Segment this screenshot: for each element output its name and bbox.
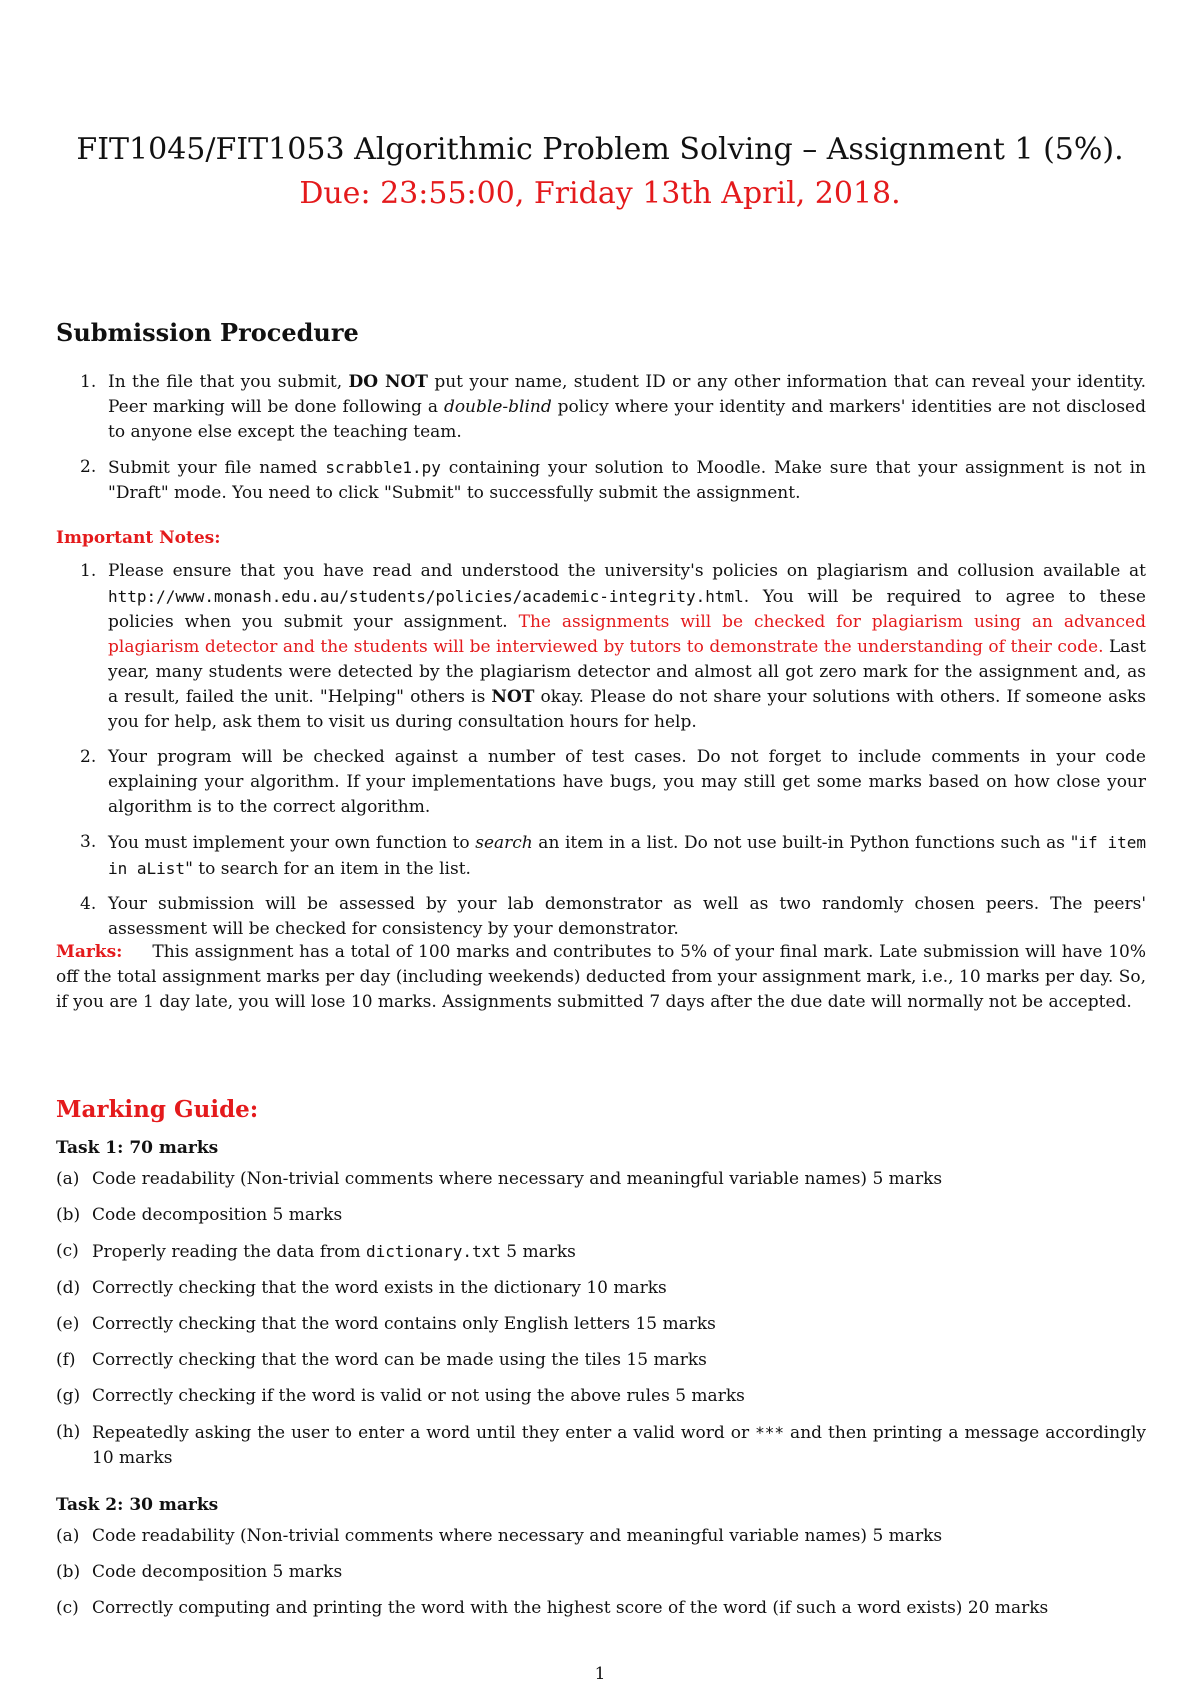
- due-date: Due: 23:55:00, Friday 13th April, 2018.: [299, 176, 901, 211]
- code-snippet: if item in aList: [108, 833, 1146, 878]
- item-text: Correctly checking that the word can be made using the tiles 15 marks: [92, 1350, 707, 1370]
- filename-code: dictionary.txt: [366, 1242, 501, 1261]
- task1-heading: Task 1: 70 marks: [56, 1138, 219, 1158]
- text-span: " to search for an item in the list.: [185, 859, 471, 879]
- item-text: Correctly checking if the word is valid or not using the above rules 5 marks: [92, 1386, 745, 1406]
- guide-item: [56, 1203, 1146, 1228]
- page-number: 1: [594, 1664, 606, 1684]
- guide-item: [56, 1167, 1146, 1192]
- task2-heading: Task 2: 30 marks: [56, 1495, 219, 1515]
- submission-item: [56, 455, 1146, 506]
- text-span: containing your solution to Moodle. Make sure that your assignment is not in "Draft" mode. You need to click "Submit" to successfully submit the assignment.: [108, 458, 1146, 503]
- note-item: [56, 830, 1146, 882]
- text-span: an item in a list. Do not use built-in Python functions such as ": [532, 833, 1079, 853]
- item-label: (d): [56, 1278, 81, 1298]
- item-label: (b): [56, 1205, 81, 1225]
- item-label: (e): [56, 1314, 80, 1334]
- item-label: (f): [56, 1350, 76, 1370]
- item-text: Code decomposition 5 marks: [92, 1562, 343, 1582]
- text-span: Last year, many students were detected by the plagiarism detector and almost all got zero mark for the assignment and, as a result, failed the unit. "Helping" others is: [108, 637, 1146, 707]
- item-text: Repeatedly asking the user to enter a word until they enter a valid word or: [92, 1423, 756, 1443]
- marking-guide-heading: Marking Guide:: [56, 1096, 259, 1123]
- emphasis-text: search: [475, 833, 533, 853]
- item-label: (b): [56, 1562, 81, 1582]
- item-number: 1.: [80, 561, 97, 581]
- text-span: You must implement your own function to: [108, 833, 476, 853]
- item-text: Correctly checking that the word contains only English letters 15 marks: [92, 1314, 716, 1334]
- emphasis-text: NOT: [491, 687, 535, 707]
- text-span: . You will be required to agree to these policies when you submit your assignment.: [108, 587, 1146, 632]
- guide-item: [56, 1384, 1146, 1409]
- marks-paragraph: [56, 940, 1146, 1015]
- policy-url[interactable]: http://www.monash.edu.au/students/policies/academic-integrity.html: [108, 587, 744, 606]
- item-text: Correctly computing and printing the word with the highest score of the word (if such a word exists) 20 marks: [92, 1598, 1049, 1618]
- note-item: [56, 745, 1146, 820]
- item-label: (h): [56, 1422, 81, 1442]
- title-block: [0, 128, 1200, 216]
- guide-item: [56, 1239, 1146, 1265]
- emphasis-text: double-blind: [443, 397, 552, 417]
- item-number: 4.: [80, 894, 97, 914]
- item-text: Code readability (Non-trivial comments where necessary and meaningful variable names) 5 marks: [92, 1526, 943, 1546]
- guide-item: [56, 1276, 1146, 1301]
- code-snippet: ***: [755, 1423, 785, 1442]
- guide-item: [56, 1524, 1146, 1549]
- submission-section: [56, 370, 1146, 516]
- text-span: Your submission will be assessed by your lab demonstrator as well as two randomly chosen peers. The peers' assessment will be checked for consistency by your demonstrator.: [108, 894, 1146, 939]
- text-span: Submit your file named: [108, 458, 326, 478]
- item-text: Code decomposition 5 marks: [92, 1205, 343, 1225]
- item-text: and then printing a message accordingly 10 marks: [92, 1423, 1146, 1468]
- text-span: Please ensure that you have read and understood the university's policies on plagiarism and collusion available at: [108, 561, 1146, 581]
- item-number: 2.: [80, 747, 97, 767]
- notes-heading: Important Notes:: [56, 528, 221, 548]
- guide-item: [56, 1312, 1146, 1337]
- item-text: 5 marks: [500, 1242, 576, 1262]
- submission-item: [56, 370, 1146, 445]
- notes-section: [56, 526, 1146, 952]
- item-label: (g): [56, 1386, 81, 1406]
- text-span: policy where your identity and markers' identities are not disclosed to anyone else except the teaching team.: [108, 397, 1146, 442]
- item-text: Correctly checking that the word exists in the dictionary 10 marks: [92, 1278, 667, 1298]
- guide-item: [56, 1348, 1146, 1373]
- text-span: Your program will be checked against a number of test cases. Do not forget to include comments in your code explaining your algorithm. If your implementations have bugs, you may still get some marks based on how close your algorithm is to the correct algorithm.: [108, 747, 1146, 817]
- item-label: (a): [56, 1169, 80, 1189]
- marks-label: Marks:: [56, 942, 123, 962]
- filename-code: scrabble1.py: [325, 458, 441, 477]
- item-number: 1.: [80, 372, 97, 392]
- item-text: Properly reading the data from: [92, 1242, 367, 1262]
- plagiarism-warning: The assignments will be checked for plagiarism using an advanced plagiarism detector and the students will be interviewed by tutors to demonstrate the understanding of their code.: [108, 612, 1146, 657]
- item-text: Code readability (Non-trivial comments where necessary and meaningful variable names) 5 marks: [92, 1169, 943, 1189]
- item-label: (a): [56, 1526, 80, 1546]
- document-title: FIT1045/FIT1053 Algorithmic Problem Solving – Assignment 1 (5%).: [76, 132, 1124, 167]
- text-span: put your name, student ID or any other information that can reveal your identity. Peer marking will be done following a: [108, 372, 1146, 417]
- text-span: In the file that you submit,: [108, 372, 349, 392]
- marks-text: This assignment has a total of 100 marks and contributes to 5% of your final mark. Late submission will have 10% off the total assignment marks per day (including weekends) deducted from your assignment mark, i.e., 10 marks per day. So, if you are 1 day late, you will lose 10 marks. Assignments submitted 7 days after the due date will normally not be accepted.: [56, 942, 1146, 1012]
- item-label: (c): [56, 1241, 79, 1261]
- item-number: 3.: [80, 832, 97, 852]
- item-label: (c): [56, 1598, 79, 1618]
- note-item: [56, 559, 1146, 735]
- task1-section: [56, 1122, 1146, 1632]
- note-item: [56, 892, 1146, 942]
- emphasis-text: DO NOT: [348, 372, 428, 392]
- submission-heading: Submission Procedure: [56, 318, 359, 347]
- guide-item: [56, 1560, 1146, 1585]
- guide-item: [56, 1420, 1146, 1471]
- text-span: okay. Please do not share your solutions with others. If someone asks you for help, ask them to visit us during consultation hours for help.: [108, 687, 1146, 732]
- guide-item: [56, 1596, 1146, 1621]
- item-number: 2.: [80, 457, 97, 477]
